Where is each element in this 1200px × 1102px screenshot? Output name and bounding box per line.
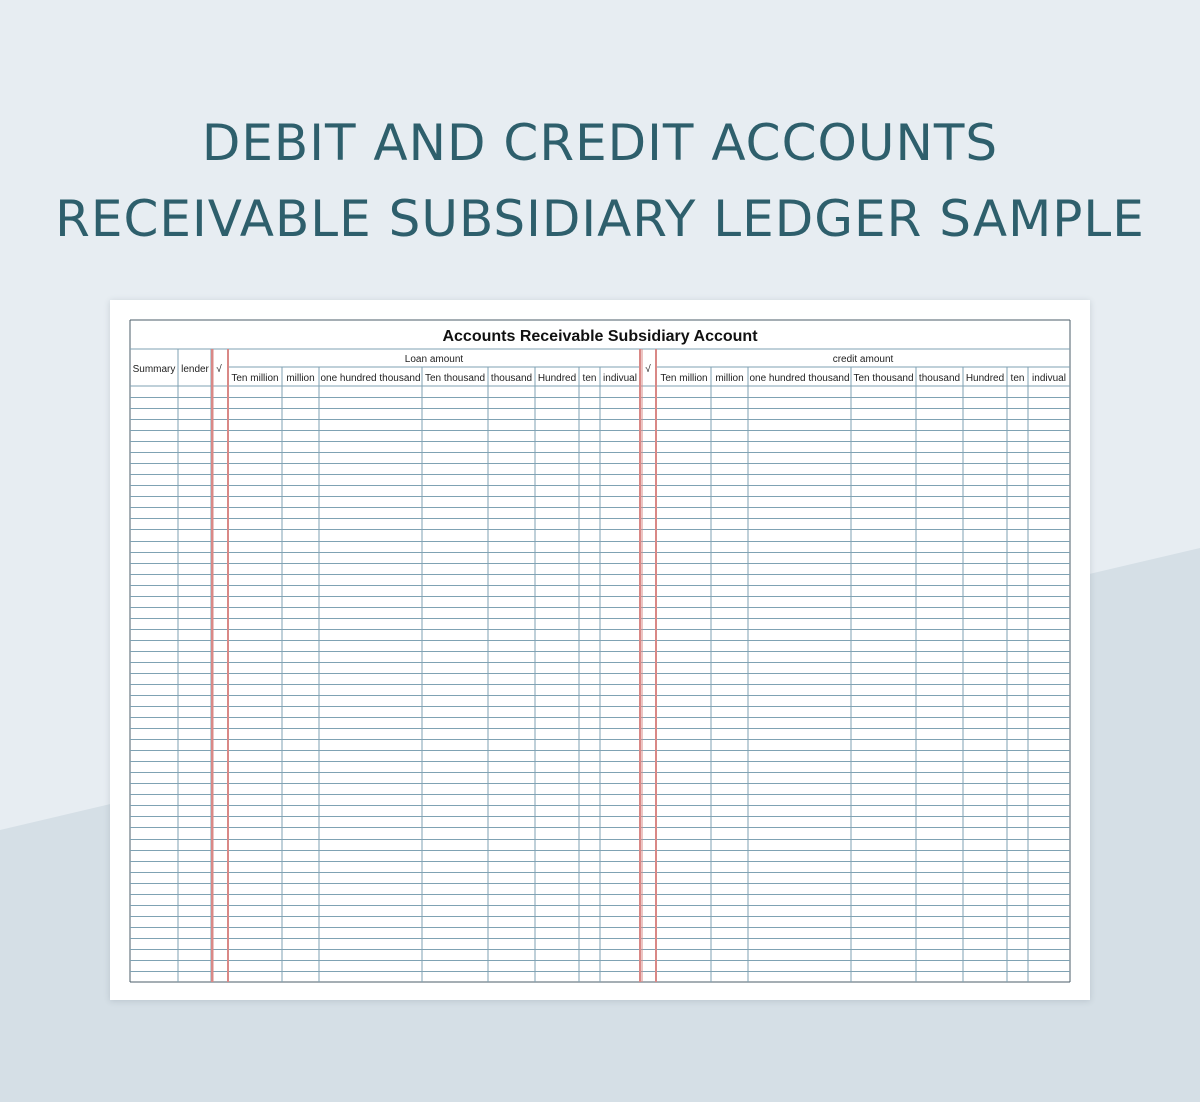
loan-digit-header: one hundred thousand bbox=[320, 373, 421, 384]
credit-digit-header: one hundred thousand bbox=[749, 373, 850, 384]
loan-digit-header: million bbox=[286, 373, 315, 384]
loan-digit-header: ten bbox=[582, 373, 597, 384]
credit-digit-header: Ten thousand bbox=[853, 373, 914, 384]
loan-amount-header: Loan amount bbox=[404, 354, 464, 365]
summary-header: Summary bbox=[132, 364, 176, 375]
ledger-table bbox=[110, 300, 1090, 1000]
credit-digit-header: indivual bbox=[1032, 373, 1066, 384]
lender-header: lender bbox=[181, 364, 209, 375]
credit-digit-header: Hundred bbox=[965, 373, 1005, 384]
credit-digit-header: thousand bbox=[918, 373, 961, 384]
page-title-line-1: DEBIT AND CREDIT ACCOUNTS bbox=[201, 114, 999, 172]
loan-digit-header: Ten million bbox=[231, 373, 279, 384]
loan-digit-header: Ten thousand bbox=[424, 373, 486, 384]
loan-check-header: √ bbox=[216, 364, 222, 375]
loan-digit-header: thousand bbox=[490, 373, 533, 384]
loan-digit-header: indivual bbox=[603, 373, 637, 384]
credit-check-header: √ bbox=[645, 364, 651, 375]
credit-amount-header: credit amount bbox=[832, 354, 894, 365]
page-title-line-2: RECEIVABLE SUBSIDIARY LEDGER SAMPLE bbox=[55, 190, 1145, 248]
ledger-title: Accounts Receivable Subsidiary Account bbox=[442, 328, 758, 345]
ledger-sheet bbox=[110, 300, 1090, 1000]
credit-digit-header: Ten million bbox=[660, 373, 708, 384]
loan-digit-header: Hundred bbox=[537, 373, 577, 384]
credit-digit-header: million bbox=[715, 373, 744, 384]
credit-digit-header: ten bbox=[1010, 373, 1025, 384]
